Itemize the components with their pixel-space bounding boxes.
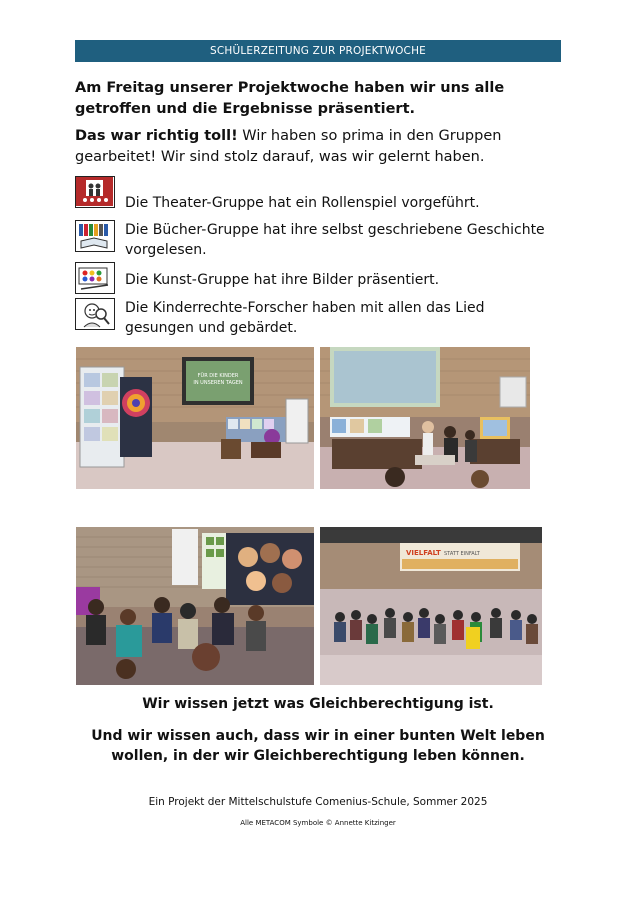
group-text-books: Die Bücher-Gruppe hat ihre selbst geschriebene Geschichte vorgelesen. bbox=[125, 222, 545, 258]
intro-bold-paragraph: Am Freitag unserer Projektwoche haben wir uns alle getroffen und die Ergebnisse präsentiert. bbox=[75, 80, 505, 117]
group-row-art bbox=[75, 262, 545, 294]
svg-text:IN UNSEREN TAGEN: IN UNSEREN TAGEN bbox=[193, 380, 243, 386]
photo-theater-stage bbox=[76, 347, 314, 489]
project-credit: Ein Projekt der Mittelschulstufe Comenius-Schule, Sommer 2025 bbox=[148, 796, 488, 808]
symbols-credit: Alle METACOM Symbole © Annette Kitzinger bbox=[240, 819, 396, 827]
group-text-researchers: Die Kinderrechte-Forscher haben mit allen das Lied gesungen und gebärdet. bbox=[125, 300, 485, 336]
photo-performance bbox=[320, 347, 530, 489]
photo-audience-front bbox=[76, 527, 314, 685]
group-text-theater: Die Theater-Gruppe hat ein Rollenspiel vorgeführt. bbox=[125, 195, 480, 211]
svg-text:VIELFALT: VIELFALT bbox=[406, 549, 441, 557]
group-row-researchers bbox=[75, 298, 545, 338]
intro-rest: Wir haben so prima in den Gruppen gearbeitet! Wir sind stolz darauf, was wir gelernt haben. bbox=[75, 128, 502, 165]
newspaper-banner: SCHÜLERZEITUNG ZUR PROJEKTWOCHE bbox=[75, 40, 561, 62]
researcher-icon bbox=[75, 298, 115, 330]
conclusion-line-1: Wir wissen jetzt was Gleichberechtigung ist. bbox=[142, 696, 494, 712]
books-icon bbox=[75, 220, 115, 252]
group-row-theater bbox=[75, 176, 545, 213]
group-row-books bbox=[75, 220, 545, 260]
svg-text:STATT EINFALT: STATT EINFALT bbox=[444, 551, 480, 557]
svg-text:FÜR DIE KINDER: FÜR DIE KINDER bbox=[197, 373, 239, 379]
paint-icon bbox=[75, 262, 115, 294]
theater-icon bbox=[75, 176, 115, 208]
intro-paragraph bbox=[75, 126, 575, 168]
photo-audience-hall bbox=[320, 527, 542, 685]
group-text-art: Die Kunst-Gruppe hat ihre Bilder präsentiert. bbox=[125, 272, 440, 288]
intro-lead: Das war richtig toll! bbox=[75, 128, 238, 144]
conclusion-line-2: Und wir wissen auch, dass wir in einer bunten Welt leben wollen, in der wir Gleichberechtigung leben können. bbox=[91, 728, 545, 764]
